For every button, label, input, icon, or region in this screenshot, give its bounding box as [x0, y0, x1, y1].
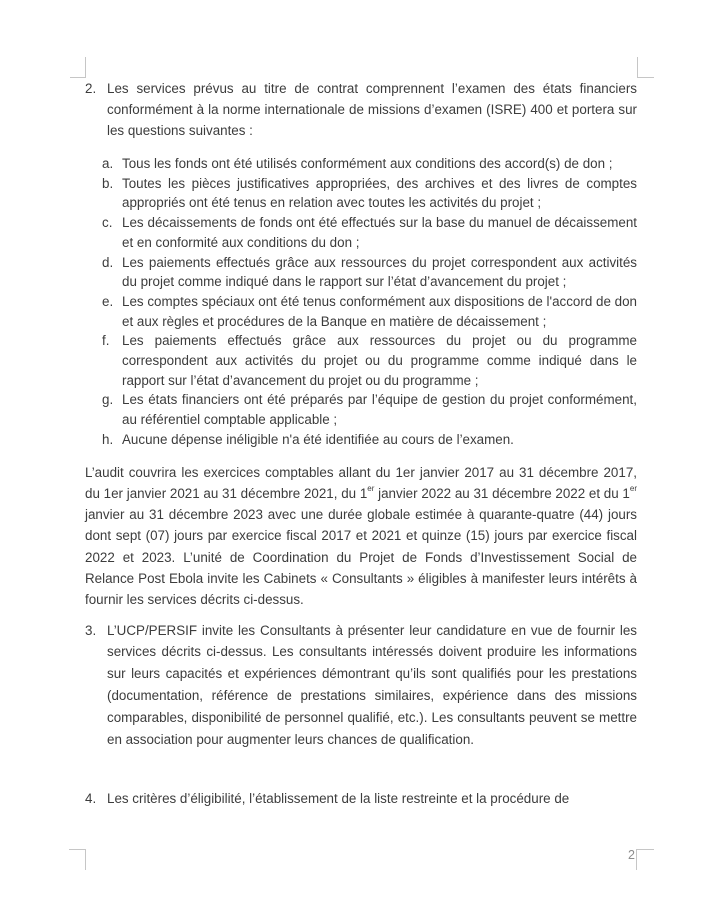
sub-item-letter: g.	[102, 392, 114, 408]
sub-item-h	[102, 430, 637, 450]
sub-item-text: Les paiements effectués grâce aux ressources du projet correspondent aux activités du projet comme indiqué dans le rapport sur l’état d’avancement du projet ;	[122, 254, 637, 290]
lettered-sublist	[102, 154, 637, 450]
crop-mark-bottom-left	[69, 849, 86, 870]
sub-item-text: Tous les fonds ont été utilisés conformément aux conditions des accord(s) de don ;	[122, 156, 613, 171]
sub-item-text: Les décaissements de fonds ont été effectués sur la base du manuel de décaissement et en conformité aux conditions du don ;	[122, 215, 637, 250]
sub-item-c	[102, 213, 637, 252]
sub-item-letter: b.	[102, 175, 114, 191]
sub-item-letter: d.	[102, 254, 114, 270]
sub-item-text: Les états financiers ont été préparés par l’équipe de gestion du projet conformément, au référentiel comptable applicable ;	[122, 392, 637, 428]
item-number: 2.	[85, 81, 97, 96]
sub-item-d	[102, 253, 637, 292]
sub-item-letter: f.	[102, 333, 110, 349]
numbered-item-4	[85, 788, 637, 809]
item-text: L’UCP/PERSIF invite les Consultants à présenter leur candidature en vue de fournir les services décrits ci-dessus. Les consultants intéressés doivent produire les informations sur leurs capacités et expériences démontrant qu’ils sont qualifiés pour les prestations (documentation, référence de prestations similaires, expérience dans des missions comparables, disponibilité de personnel qualifié, etc.). Les consultants peuvent se mettre en association pour augmenter leurs chances de qualification.	[107, 622, 637, 747]
sub-item-text: Les paiements effectués grâce aux ressources du projet ou du programme correspondent aux activités du projet ou du programme comme indiqué dans le rapport sur l’état d’avancement du projet ou du programme ;	[122, 333, 637, 388]
page-content	[85, 78, 637, 809]
sub-item-g	[102, 390, 637, 429]
sub-item-letter: c.	[102, 215, 113, 231]
crop-mark-top-right	[637, 57, 654, 78]
sub-item-text: Aucune dépense inéligible n'a été identifiée au cours de l’examen.	[122, 431, 514, 447]
sub-item-e	[102, 292, 637, 331]
crop-mark-top-left	[70, 57, 86, 78]
numbered-item-2	[85, 78, 637, 141]
sub-item-letter: e.	[102, 293, 114, 309]
item-number: 3.	[85, 622, 97, 638]
item-text: Les services prévus au titre de contrat comprennent l’examen des états financiers conformément à la norme internationale de missions d’examen (ISRE) 400 et portera sur les questions suivantes :	[107, 81, 637, 138]
sub-item-text: Toutes les pièces justificatives appropriées, des archives et des livres de comptes appropriés ont été tenus en relation avec toutes les activités du projet ;	[122, 175, 637, 211]
sub-item-a	[102, 154, 637, 174]
crop-mark-bottom-right	[636, 849, 654, 870]
sub-item-letter: h.	[102, 431, 114, 447]
item-text: Les critères d’éligibilité, l’établissement de la liste restreinte et la procédure de	[107, 791, 570, 807]
sub-item-letter: a.	[102, 156, 114, 171]
page-number: 2	[628, 848, 635, 862]
sub-item-b	[102, 174, 637, 213]
item-number: 4.	[85, 791, 97, 807]
numbered-item-3	[85, 620, 637, 751]
audit-coverage-paragraph: L’audit couvrira les exercices comptables allant du 1er janvier 2017 au 31 décembre 2017, du 1er janvier 2021 au 31 décembre 2021, du 1er janvier 2022 au 31 décembre 2022 et du 1er janvier au 31 décembre 2023 avec une durée globale estimée à quarante-quatre (44) jours dont sept (07) jours par exercice fiscal 2017 et 2021 et quinze (15) jours par exercice fiscal 2022 et 2023. L’unité de Coordination du Projet de Fonds d’Investissement Social de Relance Post Ebola invite les Cabinets « Consultants » éligibles à manifester leurs intérêts à fournir les services décrits ci-dessus.	[85, 464, 637, 608]
sub-item-text: Les comptes spéciaux ont été tenus conformément aux dispositions de l'accord de don et aux règles et procédures de la Banque en matière de décaissement ;	[122, 293, 637, 329]
sub-item-f	[102, 331, 637, 390]
